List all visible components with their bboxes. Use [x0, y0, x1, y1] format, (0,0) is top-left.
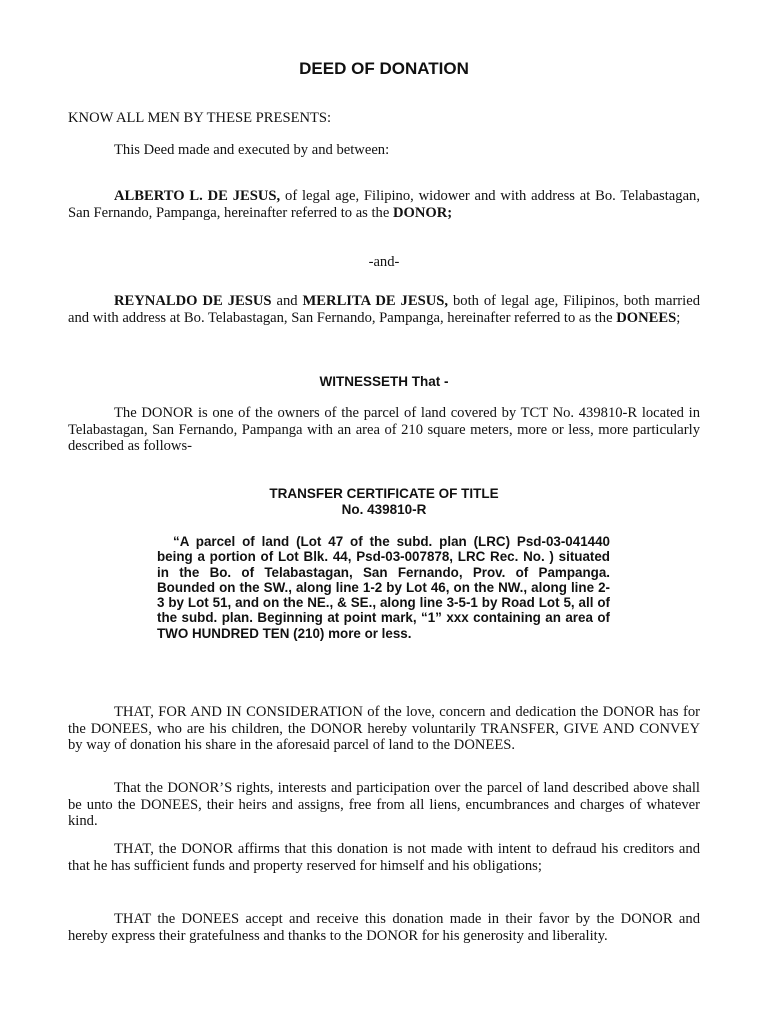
land-paragraph: The DONOR is one of the owners of the parcel of land covered by TCT No. 439810-R located in Telabastagan, San Fernando, Pampanga with an area of 210 square meters, more or less, more particularly described as follows- [68, 405, 700, 454]
preamble: KNOW ALL MEN BY THESE PRESENTS: [68, 110, 332, 126]
donee-name-1: REYNALDO DE JESUS [114, 293, 272, 309]
donor-paragraph [68, 188, 700, 221]
affirms-paragraph: THAT, the DONOR affirms that this donation is not made with intent to defraud his creditors and that he has sufficient funds and property reserved for himself and his obligations; [68, 841, 700, 874]
donees-text: both of legal age, Filipinos, both married and with address at Bo. Telabastagan, San Fernando, Pampanga, hereinafter referred to as the [68, 293, 700, 326]
intro-paragraph: This Deed made and executed by and between: [114, 142, 390, 158]
consideration-paragraph: THAT, FOR AND IN CONSIDERATION of the love, concern and dedication the DONOR has for the DONEES, who are his children, the DONOR hereby voluntarily TRANSFER, GIVE AND CONVEY by way of donation his share in the aforesaid parcel of land to the DONEES. [68, 704, 700, 753]
tct-description-text: “A parcel of land (Lot 47 of the subd. plan (LRC) Psd-03-041440 being a portion of Lot Blk. 44, Psd-03-007878, LRC Rec. No. ) situated in the Bo. of Telabastagan, San Fernando, Prov. of Pampanga. Bounded on the SW., along line 1-2 by Lot 46, on the NW., along line 2-3 by Lot 51, and on the NE., & SE., along line 3-5-1 by Road Lot 5, all of the subd. plan. Beginning at point mark, “1” xxx containing an area of TWO HUNDRED TEN (210) more or less. [157, 534, 610, 641]
and-separator: -and- [368, 254, 400, 270]
tct-heading: TRANSFER CERTIFICATE OF TITLE [269, 486, 499, 501]
donor-text: of legal age, Filipino, widower and with address at Bo. Telabastagan, San Fernando, Pampanga, hereinafter referred to as the [68, 188, 700, 221]
accept-paragraph: THAT the DONEES accept and receive this donation made in their favor by the DONOR and hereby express their gratefulness and thanks to the DONOR for his generosity and liberality. [68, 911, 700, 944]
donees-role: DONEES [616, 309, 677, 326]
witnesseth-heading: WITNESSETH That - [319, 374, 449, 389]
donor-role: DONOR; [392, 204, 453, 221]
tct-number: No. 439810-R [341, 502, 427, 517]
document-title: DEED OF DONATION [299, 59, 469, 78]
tct-description [157, 534, 610, 641]
donees-end: ; [676, 309, 681, 326]
rights-paragraph: That the DONOR’S rights, interests and participation over the parcel of land described above shall be unto the DONEES, their heirs and assigns, free from all liens, encumbrances and charges of whatever kind. [68, 780, 700, 829]
donees-and: and [271, 293, 303, 309]
donee-name-2: MERLITA DE JESUS, [302, 293, 449, 309]
donees-paragraph [68, 293, 700, 326]
donor-name: ALBERTO L. DE JESUS, [114, 188, 281, 204]
